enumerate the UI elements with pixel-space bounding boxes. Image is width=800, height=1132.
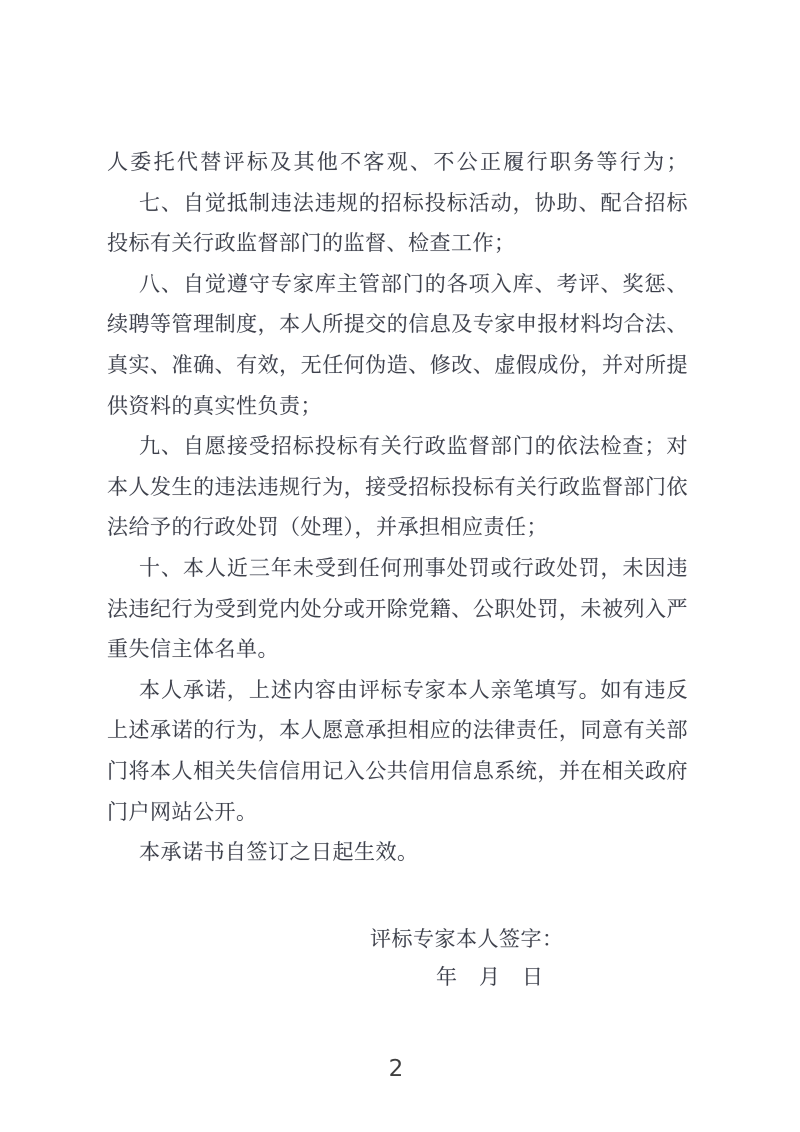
text-line: 真实、准确、有效，无任何伪造、修改、虚假成份，并对所提 bbox=[107, 352, 688, 377]
date-line: 年 月 日 bbox=[436, 965, 544, 989]
text-line: 法给予的行政处罚（处理），并承担相应责任； bbox=[107, 515, 548, 540]
text-line: 七、自觉抵制违法违规的招标投标活动，协助、配合招标 bbox=[139, 190, 688, 215]
text-line: 九、自愿接受招标投标有关行政监督部门的依法检查；对 bbox=[139, 434, 688, 459]
text-line: 本承诺书自签订之日起生效。 bbox=[139, 840, 419, 865]
document-body bbox=[107, 142, 688, 873]
signature-label: 评标专家本人签字： bbox=[370, 927, 564, 951]
text-line: 本人发生的违法违规行为，接受招标投标有关行政监督部门依 bbox=[107, 474, 688, 499]
text-line: 投标有关行政监督部门的监督、检查工作； bbox=[107, 231, 516, 256]
text-line: 门户网站公开。 bbox=[107, 799, 258, 824]
text-line: 门将本人相关失信信用记入公共信用信息系统，并在相关政府 bbox=[107, 758, 688, 783]
text-line: 法违纪行为受到党内处分或开除党籍、公职处罚，未被列入严 bbox=[107, 596, 688, 621]
text-line: 续聘等管理制度，本人所提交的信息及专家申报材料均合法、 bbox=[107, 312, 688, 337]
text-line: 供资料的真实性负责； bbox=[107, 393, 322, 418]
text-line: 人委托代替评标及其他不客观、不公正履行职务等行为； bbox=[107, 150, 688, 174]
text-line: 八、自觉遵守专家库主管部门的各项入库、考评、奖惩、 bbox=[139, 271, 688, 296]
text-line: 十、本人近三年未受到任何刑事处罚或行政处罚，未因违 bbox=[139, 555, 688, 580]
text-line: 本人承诺，上述内容由评标专家本人亲笔填写。如有违反 bbox=[139, 677, 688, 702]
page-number: 2 bbox=[388, 1056, 404, 1082]
text-line: 重失信主体名单。 bbox=[107, 637, 279, 662]
text-line: 上述承诺的行为，本人愿意承担相应的法律责任，同意有关部 bbox=[107, 718, 688, 743]
